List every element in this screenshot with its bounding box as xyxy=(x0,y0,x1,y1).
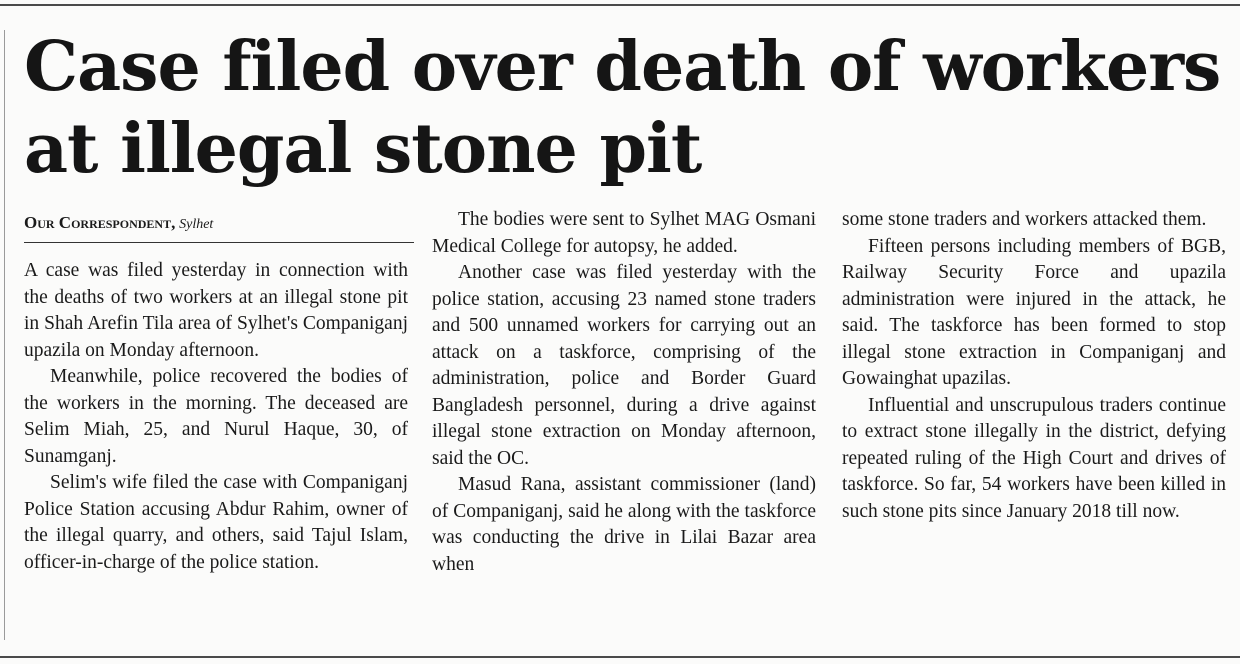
paragraph: Selim's wife filed the case with Companiganj Police Station accusing Abdur Rahim, owner of the illegal quarry, and others, said Tajul Islam, officer-in-charge of the police station. xyxy=(24,472,408,573)
byline xyxy=(24,214,414,243)
paragraph: Masud Rana, assistant commissioner (land) of Companiganj, said he along with the taskforce was conducting the drive in Lilai Bazar area when xyxy=(432,474,816,575)
paragraph: Influential and unscrupulous traders continue to extract stone illegally in the district, defying repeated ruling of the High Court and drives of taskforce. So far, 54 workers have been killed in such stone pits since January 2018 till now. xyxy=(842,394,1226,522)
paragraph: Fifteen persons including members of BGB, Railway Security Force and upazila administration were injured in the attack, he said. The taskforce has been formed to stop illegal stone extraction in Companiganj and Gowainghat upazilas. xyxy=(842,235,1226,389)
bottom-rule xyxy=(0,656,1240,658)
headline: Case filed over death of workers at illegal stone pit xyxy=(24,27,1221,189)
paragraph: some stone traders and workers attacked them. xyxy=(842,209,1207,230)
paragraph: A case was filed yesterday in connection with the deaths of two workers at an illegal stone pit in Shah Arefin Tila area of Sylhet's Companiganj upazila on Monday afternoon. xyxy=(24,260,408,361)
top-rule xyxy=(0,4,1240,6)
byline-author: Our Correspondent, xyxy=(24,213,176,232)
byline-location: Sylhet xyxy=(179,217,214,232)
paragraph: Another case was filed yesterday with the police station, accusing 23 named stone traders and 500 unnamed workers for carrying out an attack on a taskforce, comprising of the administration, police and Border Guard Bangladesh personnel, during a drive against illegal stone extraction on Monday afternoon, said the OC. xyxy=(432,262,816,469)
article-column-3 xyxy=(842,207,1226,525)
article-column-1 xyxy=(24,258,408,576)
article-column-2 xyxy=(432,207,816,578)
paragraph: Meanwhile, police recovered the bodies of the workers in the morning. The deceased are Selim Miah, 25, and Nurul Haque, 30, of Sunamganj. xyxy=(24,366,408,467)
left-margin-line xyxy=(4,30,5,640)
paragraph: The bodies were sent to Sylhet MAG Osmani Medical College for autopsy, he added. xyxy=(432,209,816,257)
